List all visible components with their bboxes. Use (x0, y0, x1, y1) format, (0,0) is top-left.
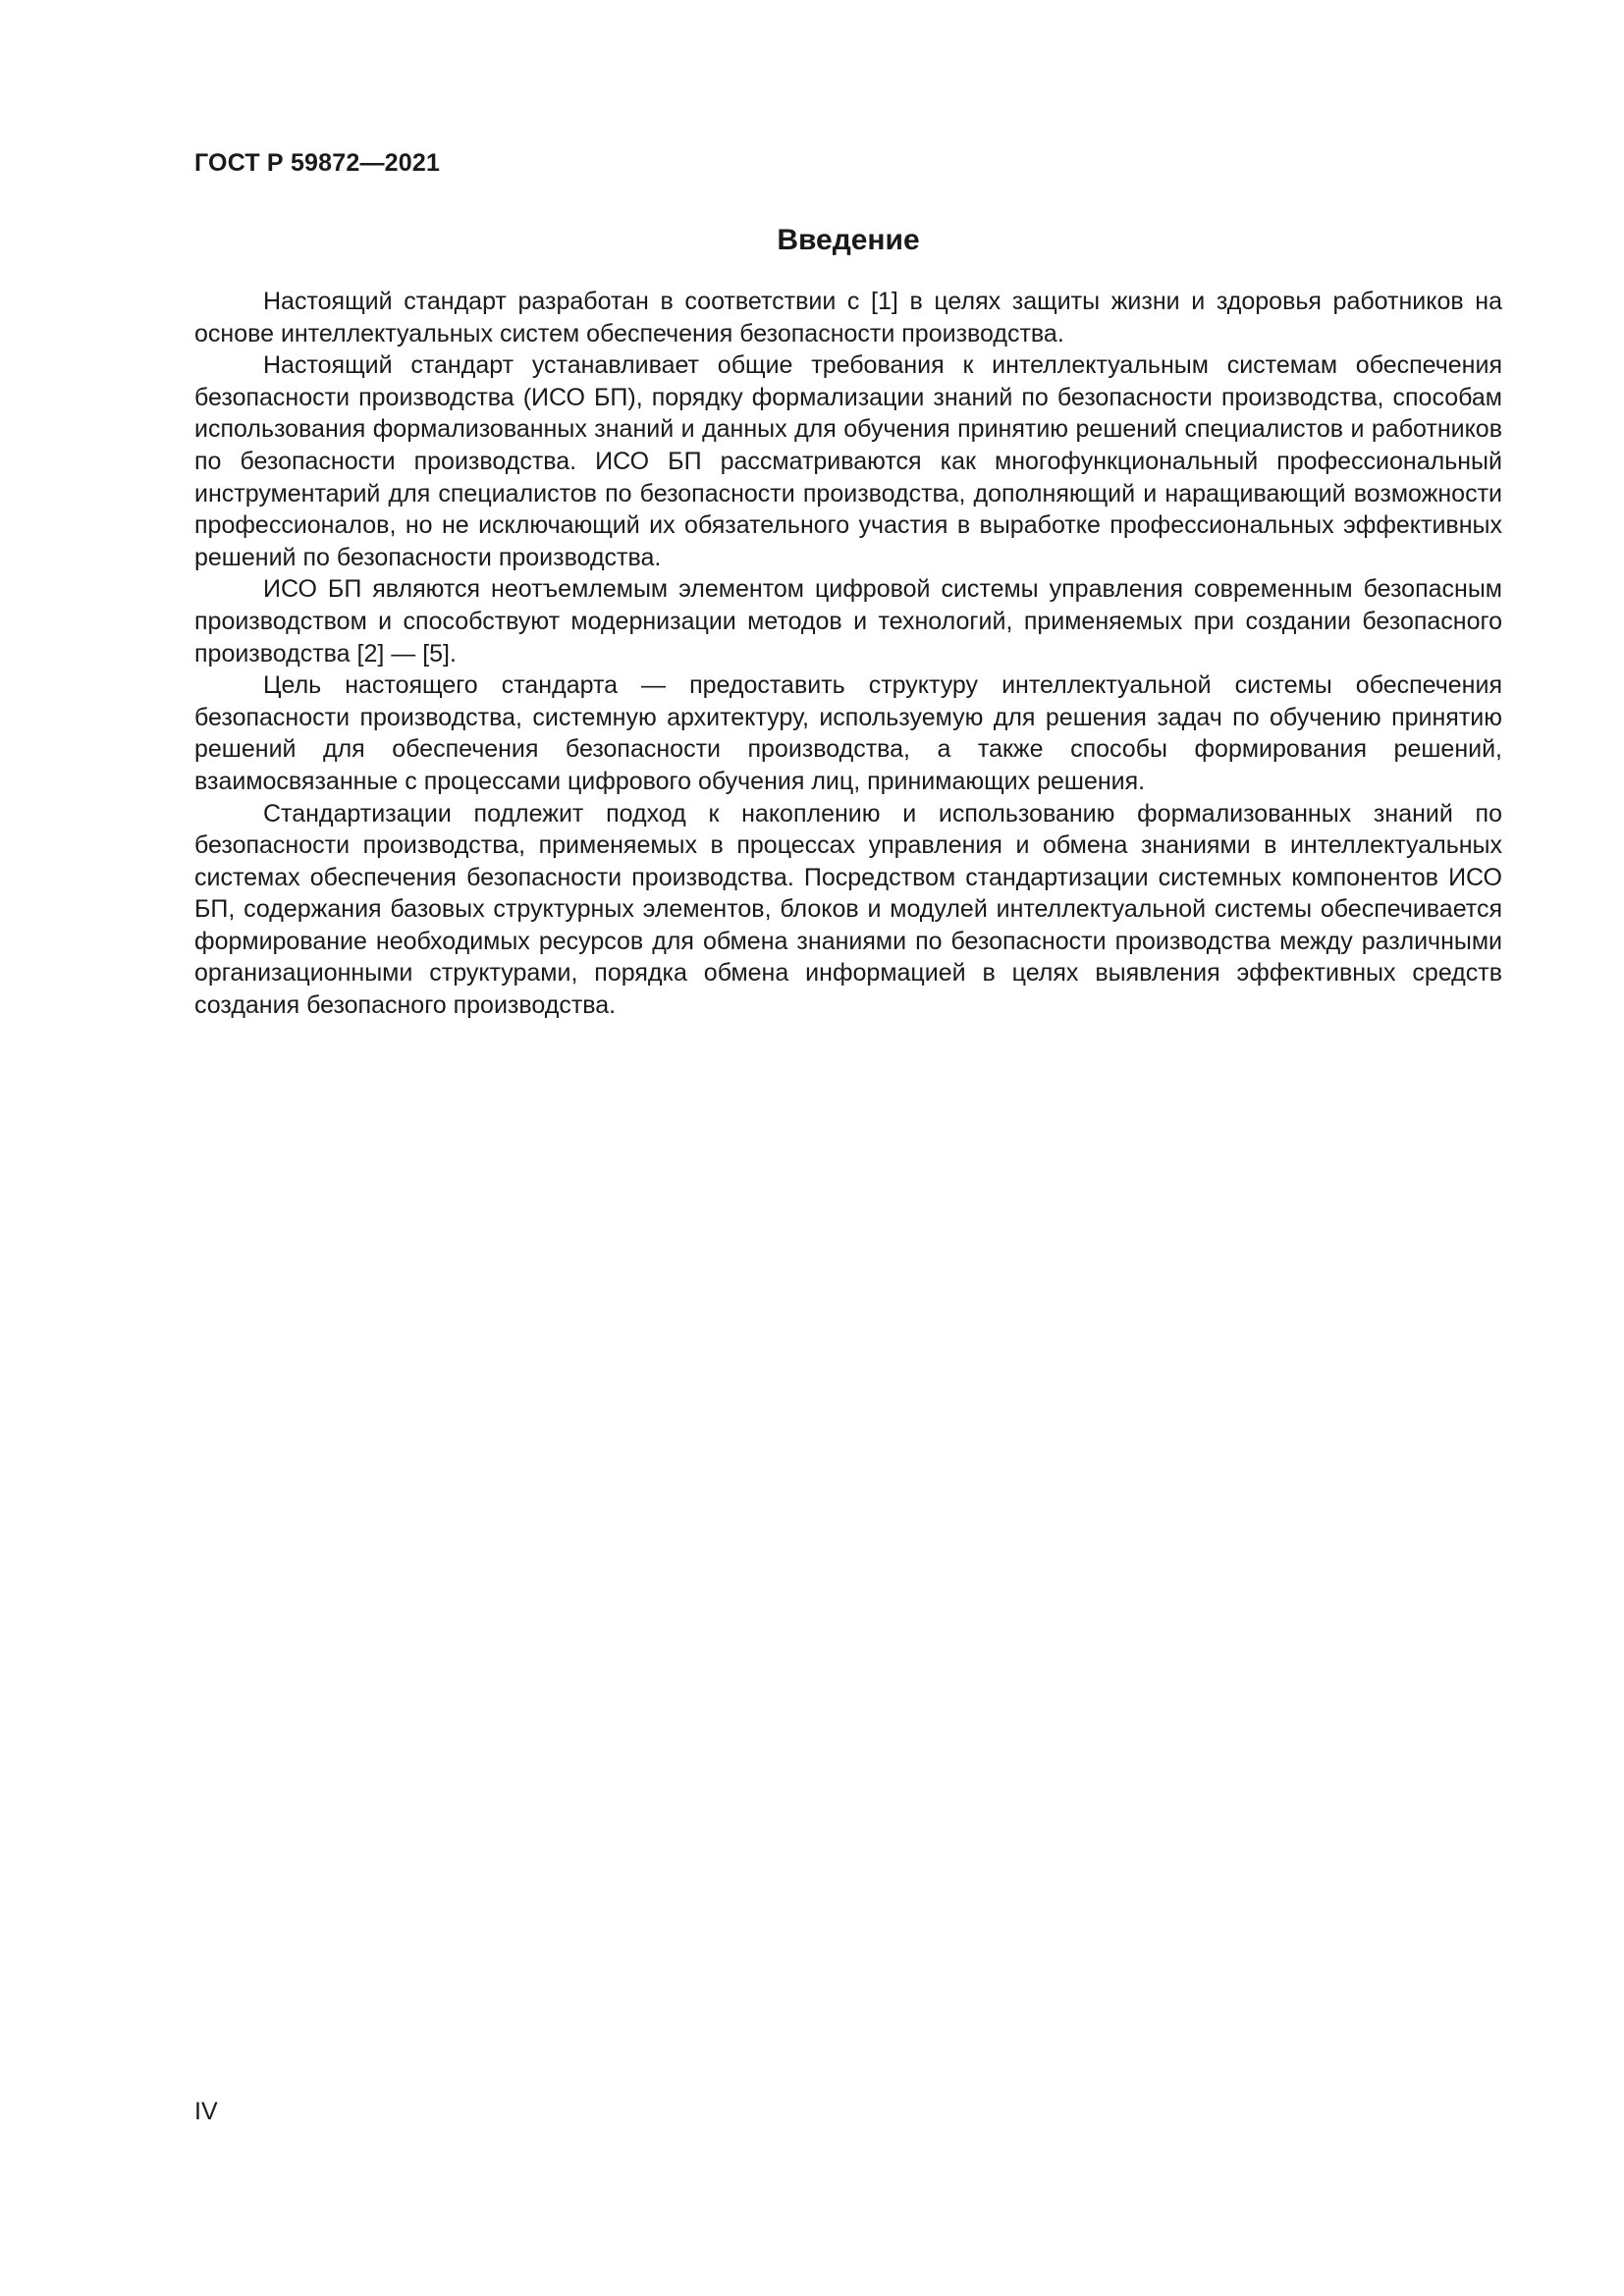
paragraph: Стандартизации подлежит подход к накоплению и использованию формализованных знаний по безопасности производства, применяемых в процессах управления и обмена знаниями в интеллектуальных системах обеспечения безопасности производства. Посредством стандартизации системных компонентов ИСО БП, содержания базовых структурных элементов, блоков и модулей интеллектуальной системы обеспечивается формирование необходимых ресурсов для обмена знаниями по безопасности производства между различными организационными структурами, порядка обмена информацией в целях выявления эффективных средств создания безопасного производства. (194, 799, 1502, 1020)
paragraph: Настоящий стандарт устанавливает общие требования к интеллектуальным системам обеспечения безопасности производства (ИСО БП), порядку формализации знаний по безопасности производства, способам использования формализованных знаний и данных для обучения принятию решений специалистов и работников по безопасности производства. ИСО БП рассматриваются как многофункциональный профессиональный инструментарий для специалистов по безопасности производства, дополняющий и наращивающий возможности профессионалов, но не исключающий их обязательного участия в выработке профессиональных эффективных решений по безопасности производства. (194, 351, 1502, 571)
paragraph: Настоящий стандарт разработан в соответствии с [1] в целях защиты жизни и здоровья работников на основе интеллектуальных систем обеспечения безопасности производства. (194, 288, 1502, 347)
introduction-body (194, 286, 1502, 1022)
page-number: IV (194, 2098, 218, 2125)
standard-code-header: ГОСТ Р 59872—2021 (194, 149, 441, 177)
section-title: Введение (777, 224, 920, 256)
paragraph: Цель настоящего стандарта — предоставить структуру интеллектуальной системы обеспечения безопасности производства, системную архитектуру, используемую для решения задач по обучению принятию решений для обеспечения безопасности производства, а также способы формирования решений, взаимосвязанные с процессами цифрового обучения лиц, принимающих решения. (194, 671, 1502, 795)
paragraph: ИСО БП являются неотъемлемым элементом цифровой системы управления современным безопасным производством и способствуют модернизации методов и технологий, применяемых при создании безопасного производства [2] — [5]. (194, 575, 1502, 667)
